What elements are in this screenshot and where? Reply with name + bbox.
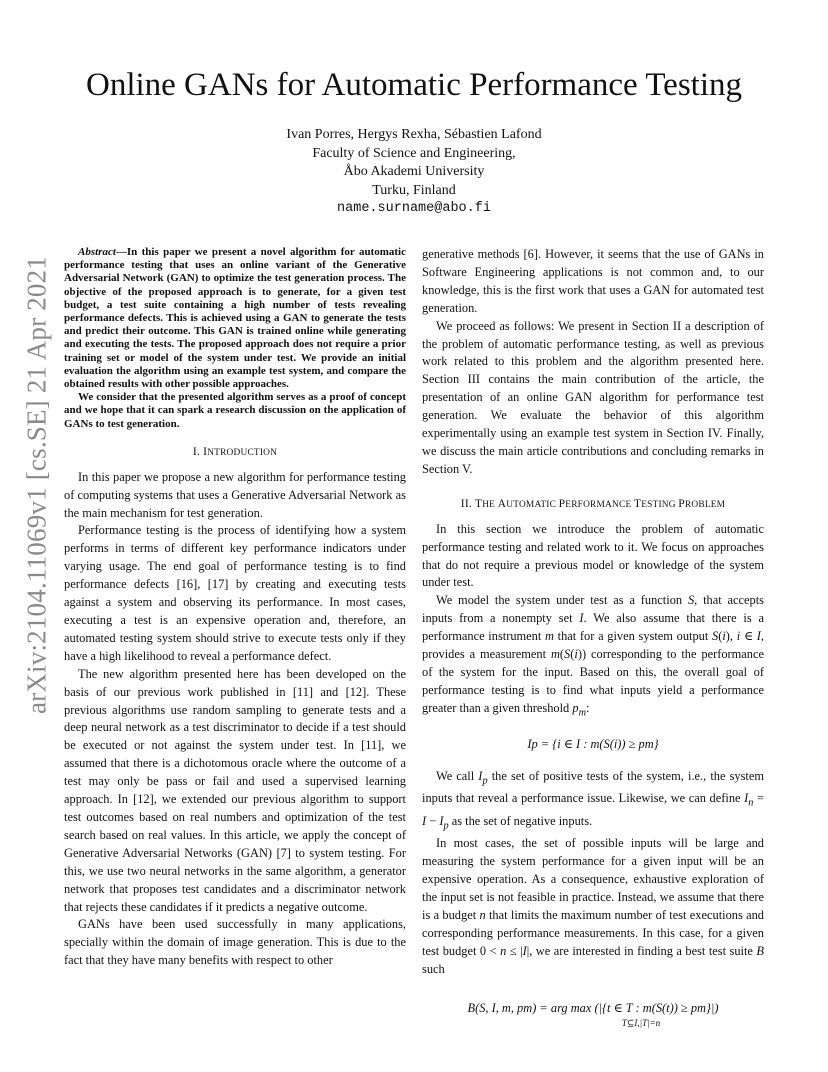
body-paragraph: In this paper we propose a new algorithm for performance testing of computing systems that uses a Generative Adversarial Network as the main mechanism for test generation. (64, 469, 406, 520)
body-paragraph: Performance testing is the process of identifying how a system performs in terms of different key performance indicators under varying usage. The end goal of performance testing is to find performance defects [16], [17] by creating and executing tests against a system and observing its performance. In most cases, executing a test is an expensive operation and, therefore, an automated testing system should strive to execute tests only if they have a high likelihood to reveal a performance defect. (64, 523, 406, 663)
left-column (64, 246, 406, 970)
abstract-paragraph-2: We consider that the presented algorithm serves as a proof of concept and we hope that it can spark a research discussion on the application of GANs to test generation. (64, 391, 406, 430)
arxiv-stamp: arXiv:2104.11069v1 [cs.SE] 21 Apr 2021 (21, 255, 52, 714)
abstract (64, 246, 406, 431)
equation-subscript: T⊆I,|T|=n (621, 1018, 661, 1029)
body-paragraph: We proceed as follows: We present in Section II a description of the problem of automatic performance testing, as well as previous work related to this problem and the algorithm presented here. Section III contains the main contribution of the article, the presentation of an online GAN algorithm for performance test generation. We evaluate the behavior of this algorithm experimentally using an example test system in Section IV. Finally, we discuss the main article contributions and concluding remarks in Section V. (422, 318, 764, 476)
section-heading-problem: II. THE AUTOMATIC PERFORMANCE TESTING PROBLEM (460, 496, 726, 510)
affiliation-faculty: Faculty of Science and Engineering, (312, 145, 516, 161)
author-block (0, 126, 828, 219)
equation-best-suite: B(S, I, m, pm) = arg max (|{t ∈ T : m(S(t)) ≥ pm}|) T⊆I,|T|=n (422, 1000, 764, 1028)
right-column (422, 246, 764, 1028)
body-paragraph: The new algorithm presented here has been developed on the basis of our previous work published in [11] and [12]. These previous algorithms use random sampling to generate tests and a deep neural network as a test discriminator to decide if a test should be executed or not against the system under test. In [11], we assumed that there is a dichotomous oracle where the outcome of a test may only be pass or fail and used a supervised learning approach. In [12], we extended our previous algorithm to support test outcomes based on real numbers and optimization of the test search based on real values. In this article, we apply the concept of Generative Adversarial Networks (GAN) [7] to system testing. For this, we use two neural networks in the same algorithm, a generator network that proposes test candidates and a discriminator network that rejects these candidates if it predicts a negative outcome. (64, 666, 406, 914)
paper-title: Online GANs for Automatic Performance Testing (85, 67, 743, 103)
author-names: Ivan Porres, Hergys Rexha, Sébastien Lafond (286, 127, 542, 142)
section-heading-introduction: I. INTRODUCTION (192, 444, 278, 458)
affiliation-university: Åbo Akademi University (343, 164, 485, 180)
body-paragraph: GANs have been used successfully in many applications, specially within the domain of image generation. This is due to the fact that they have many benefits with respect to other (64, 917, 406, 968)
body-paragraph: In this section we introduce the problem of automatic performance testing and related work to it. We focus on approaches that do not require a previous model or knowledge of the system under test. (422, 521, 764, 590)
equation-positive-set: Ip = {i ∈ I : m(S(i)) ≥ pm} (527, 737, 659, 752)
body-paragraph: We model the system under test as a function S, that accepts inputs from a nonempty set I. We also assume that there is a performance instrument m that for a given system output S(i), i ∈ I, provides a measurement m(S(i)) corresponding to the performance of the system for the input. Based on this, the overall goal of performance testing is to find what inputs yield a performance greater than a given threshold $p_m$: (422, 593, 765, 719)
author-email: name.surname@abo.fi (337, 201, 491, 217)
abstract-label: Abstract (78, 246, 116, 258)
body-paragraph: In most cases, the set of possible inputs will be large and measuring the system performance for a given input will be an expensive operation. As a consequence, exhaustive exploration of the input set is not feasible in practice. Instead, we assume that there is a budget n that limits the maximum number of test executions and corresponding performance measurements. In this case, for a given test budget 0 < n ≤ |I|, we are interested in finding a best test suite B such (422, 836, 764, 976)
affiliation-location: Turku, Finland (372, 182, 456, 198)
body-paragraph: generative methods [6]. However, it seems that the use of GANs in Software Engineering applications is not common and, to our knowledge, this is the first work that uses a GAN for automated test generation. (422, 247, 764, 315)
body-paragraph: We call $I_p$ the set of positive tests of the system, i.e., the system inputs that reveal a performance issue. Likewise, we can define $I_n = I - I_p$ as the set of negative inputs. (422, 769, 765, 832)
abstract-paragraph: Abstract—In this paper we present a novel algorithm for automatic performance testing that uses an online variant of the Generative Adversarial Network (GAN) to optimize the test generation process. The objective of the proposed approach is to generate, for a given test budget, a test suite containing a high number of tests revealing performance defects. This is achieved using a GAN to generate the tests and predict their outcome. This GAN is trained online while generating and executing the tests. The proposed approach does not require a prior training set or model of the system under test. We provide an initial evaluation the algorithm using an example test system, and compare the obtained results with other possible approaches. (64, 246, 406, 391)
